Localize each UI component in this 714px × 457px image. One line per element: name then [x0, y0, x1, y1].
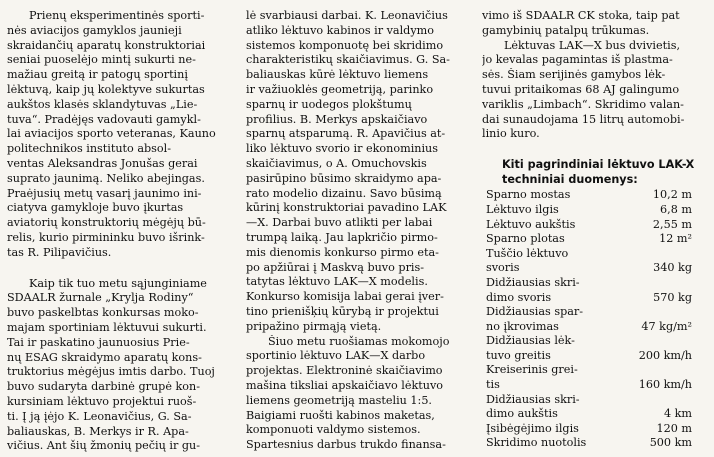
spec-label: Sparno mostas [486, 188, 571, 202]
text-line: skraidančių aparatų konstruktoriai [7, 38, 206, 52]
text-line: tatytas lėktuvo LAK—X modelis. [246, 275, 428, 289]
text-line: lėktuvą, kaip jų kolektyve sukurtas [7, 82, 205, 96]
text-line: vimo iš SDAALR CK stoka, taip pat [482, 9, 680, 22]
paragraph [7, 277, 235, 455]
text-line: nės aviacijos gamyklos jaunieji [7, 23, 182, 37]
text-line: seniai puoselėjo mintį sukurti ne- [7, 53, 196, 67]
text-line: aukštos klasės sklandytuvas „Lie- [7, 97, 198, 111]
spec-row [482, 305, 706, 334]
text-line: charakteristikų skaičiavimus. G. Sa- [246, 53, 450, 67]
spec-row [482, 334, 706, 363]
spec-value: 200 km/h [638, 348, 692, 362]
text-line: mažiau greitą ir patogų sportinį [7, 68, 188, 82]
text-line: sparnų atsparumą. R. Apavičius at- [246, 127, 446, 141]
spec-value: 120 m [656, 421, 692, 435]
text-line: lė svarbiausi darbai. K. Leonavičius [246, 9, 448, 22]
text-line: Praėjusių metų vasarį jaunimo ini- [7, 186, 202, 200]
text-line: vičius. Ant šių žmonių pečių ir gu- [7, 439, 201, 453]
paragraph [246, 335, 470, 453]
text-line: baliauskas, B. Merkys ir R. Apa- [7, 424, 189, 438]
spec-label: Kreiserinis grei- tis [486, 363, 578, 392]
text-line: tas R. Pilipavičius. [7, 245, 112, 259]
text-line: linio kuro. [482, 127, 540, 141]
spec-value: 4 km [663, 407, 692, 421]
text-line: baliauskas kūrė lėktuvo liemens [246, 68, 429, 82]
spec-value: 10,2 m [652, 188, 692, 202]
column-1 [7, 9, 235, 454]
text-line: liemens geometriją masteliu 1:5. [246, 393, 432, 407]
spec-label: Didžiausias spar- no įkrovimas [486, 305, 584, 333]
text-line: relis, kurio pirmininku buvo išrink- [7, 230, 205, 244]
text-line: ciatyva gamykloje buvo įkurtas [7, 201, 184, 215]
text-line: tuva“. Pradėjęs vadovauti gamykl- [7, 112, 201, 126]
column-3 [482, 9, 706, 451]
spec-value: 500 km [649, 436, 692, 450]
text-line: komponuoti valdymo sistemos. [246, 423, 421, 437]
text-line: skaičiavimus, o A. Omuchovskis [246, 156, 427, 170]
spec-value: 340 kg [653, 261, 692, 275]
spec-value: 570 kg [653, 290, 692, 304]
tech-specs-title: Kiti pagrindiniai lėktuvo LAK-X techniniai duomenys: [502, 158, 695, 186]
text-line: rato modelio dizainu. Savo būsimą [246, 186, 442, 200]
spec-label: Didžiausias lėk- tuvo greitis [486, 334, 575, 362]
spec-row [482, 363, 706, 392]
text-line: SDAALR žurnale „Krylja Rodiny“ [7, 291, 194, 305]
spec-label: Lėktuvo ilgis [486, 202, 559, 216]
text-line: buvo sudaryta darbinė grupė kon- [7, 380, 201, 394]
paragraph [482, 9, 706, 39]
text-line: sistemos komponuotę bei skridimo [246, 38, 444, 52]
spec-value: 47 kg/m² [641, 319, 692, 333]
text-line: Spartesnius darbus trukdo finansa- [246, 438, 446, 452]
tech-specs-table [482, 188, 706, 451]
text-line: pasirūpino būsimo skraidymo apa- [246, 171, 442, 185]
text-line: Šiuo metu ruošiamas mokomojo [268, 334, 450, 348]
text-line: buvo paskelbtas konkursas moko- [7, 306, 199, 320]
text-line: po apžiūrai į Maskvą buvo pris- [246, 260, 425, 274]
text-line: truktorius mėgėjus imtis darbo. Tuoj [7, 365, 215, 379]
text-line: suprato jaunimą. Neliko abejingas. [7, 171, 205, 185]
spec-label: Įsibėgėjimo ilgis [486, 421, 579, 435]
text-line: dai sunaudojama 15 litrų automobi- [482, 112, 685, 126]
text-line: —X. Darbai buvo atlikti per labai [246, 216, 433, 230]
spec-label: Didžiausias skri- dimo svoris [486, 275, 580, 304]
spec-row [482, 188, 706, 203]
spec-value: 12 m² [659, 232, 692, 246]
spec-row [482, 232, 706, 247]
spec-row [482, 422, 706, 437]
text-line: lai aviacijos sporto veteranas, Kauno [7, 127, 216, 141]
spec-row [482, 218, 706, 233]
spec-value: 160 km/h [638, 378, 692, 392]
text-line: liko lėktuvo svorio ir ekonominius [246, 142, 439, 156]
spec-label: Lėktuvo aukštis [486, 217, 576, 231]
text-line: kūrinį konstruktoriai pavadino LAK [246, 201, 447, 215]
text-line: sportinio lėktuvo LAK—X darbo [246, 349, 426, 363]
text-line: tino prienišķių kūrybą ir projektui [246, 304, 439, 318]
spec-label: Skridimo nuotolis [486, 436, 587, 450]
spec-row [482, 276, 706, 305]
paragraph [7, 9, 235, 261]
spec-value: 6,8 m [660, 202, 692, 216]
text-line: kursiniam lėktuvo projektui ruoš- [7, 394, 197, 408]
spec-row [482, 203, 706, 218]
text-line: Kaip tik tuo metu sąjunginiame [29, 276, 207, 290]
column-2 [246, 9, 470, 453]
text-line: tuvui pritaikomas 68 AJ galingumo [482, 82, 680, 96]
text-line: ti. Į ją įėjo K. Leonavičius, G. Sa- [7, 409, 192, 423]
text-line: Tai ir paskatino jaunuosius Prie- [7, 335, 190, 349]
text-line: profilius. B. Merkys apskaičiavo [246, 112, 428, 126]
text-line: Konkurso komisija labai gerai įver- [246, 290, 444, 304]
text-line: mašina tiksliai apskaičiavo lėktuvo [246, 378, 444, 392]
text-line: politechnikos instituto absol- [7, 142, 171, 156]
text-line: jo kevalas pagamintas iš plastma- [482, 53, 673, 67]
paragraph [246, 9, 470, 335]
text-line: Lėktuvas LAK—X bus dvivietis, [504, 38, 681, 52]
spec-label: Didžiausias skri- dimo aukštis [486, 392, 580, 421]
spec-label: Sparno plotas [486, 232, 565, 246]
text-line: projektas. Elektroninė skaičiavimo [246, 364, 443, 378]
spec-value: 2,55 m [652, 217, 692, 231]
text-line: nų ESAG skraidymo aparatų kons- [7, 350, 202, 364]
spec-label: Tuščio lėktuvo svoris [486, 246, 569, 275]
text-line: atliko lėktuvo kabinos ir valdymo [246, 23, 434, 37]
text-line: ir važiuoklės geometriją, parinko [246, 82, 434, 96]
text-line: ventas Aleksandras Jonušas gerai [7, 156, 198, 170]
text-line: mis dienomis konkurso pirmo eta- [246, 245, 439, 259]
text-line: aviatorių konstruktorių mėgėjų bū- [7, 216, 206, 230]
text-line: gamybinių patalpų trūkumas. [482, 23, 650, 37]
spec-row [482, 436, 706, 451]
text-line: trumpą laiką. Jau lapkričio pirmo- [246, 230, 438, 244]
paragraph [482, 39, 706, 143]
spec-row [482, 393, 706, 422]
text-line: pripažino pirmąją vietą. [246, 319, 382, 333]
text-line: variklis „Limbach“. Skridimo valan- [482, 97, 684, 111]
text-line: Prienų eksperimentinės sporti- [29, 9, 205, 22]
text-line: sės. Šiam serijinės gamybos lėk- [482, 68, 666, 82]
text-line: majam sportiniam lėktuvui sukurti. [7, 320, 207, 334]
text-line: sparnų ir uodegos plokštumų [246, 97, 412, 111]
spec-row [482, 247, 706, 276]
text-line: Baigiami ruošti kabinos maketas, [246, 408, 435, 422]
